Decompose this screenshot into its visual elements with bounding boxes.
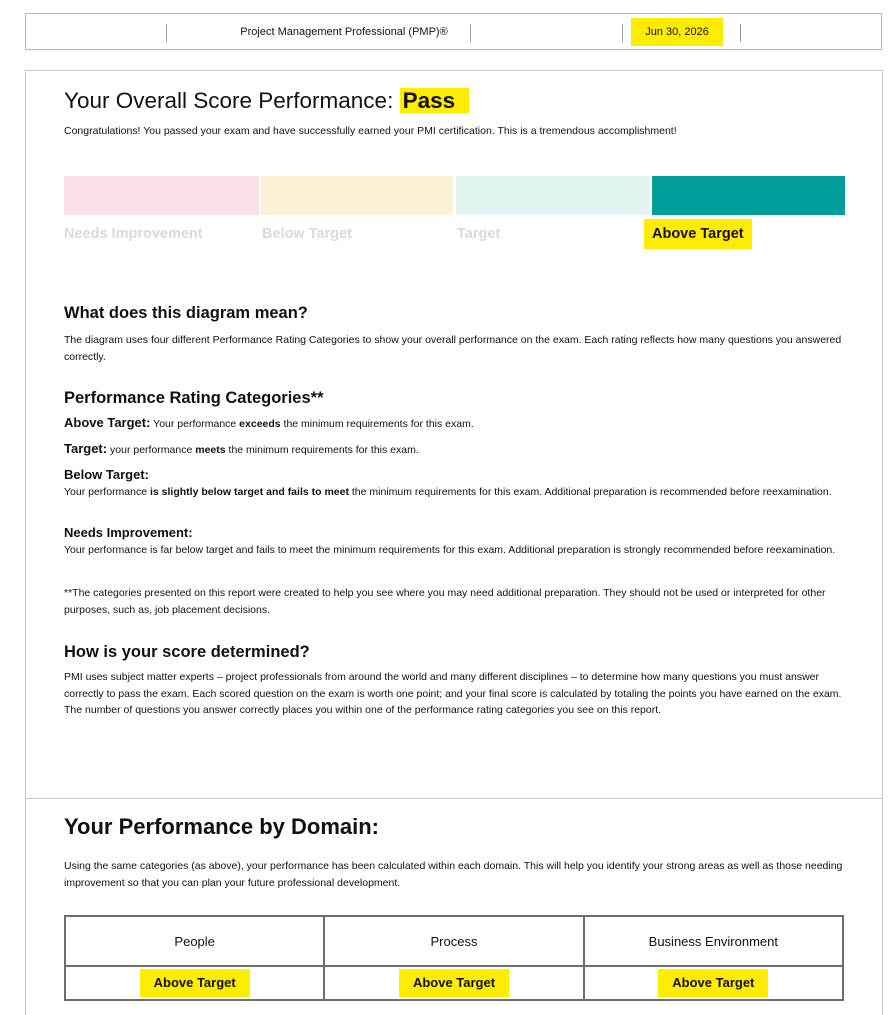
rating-label-below-target: Below Target	[262, 226, 352, 242]
overall-score-title	[64, 87, 469, 115]
rating-label-target: Target	[457, 226, 501, 242]
diagram-meaning-heading: What does this diagram mean?	[64, 304, 308, 322]
rating-segment-target	[456, 176, 650, 215]
header-separator	[470, 24, 471, 42]
score-determination-text: PMI uses subject matter experts – project professionals from around the world and many different disciplines – to determine how many questions you must answer correctly to pass the exam. Each scored question on the exam is worth one point; and your final score is calculated by totaling the points you have earned on the exam. The number of questions you answer correctly places you within one of the performance rating categories you see on this report.	[64, 671, 842, 716]
category-emphasis: exceeds	[239, 418, 281, 430]
domain-rating-process: Above Target	[399, 969, 509, 997]
category-description	[64, 484, 846, 501]
score-determination-heading: How is your score determined?	[64, 643, 310, 661]
header-separator	[166, 24, 167, 42]
rating-segment-needs-improvement	[64, 176, 259, 215]
category-text: the minimum requirements for this exam.	[225, 444, 419, 456]
overall-score-label: Your Overall Score Performance:	[64, 88, 394, 113]
overall-result: Pass	[400, 88, 470, 113]
categories-footnote: **The categories presented on this report were created to help you see where you may need additional preparation. They should not be used or interpreted for other purposes, such as, job placement decisions.	[64, 587, 826, 616]
header-separator	[622, 24, 623, 42]
diagram-meaning-text: The diagram uses four different Performance Rating Categories to show your overall performance on the exam. Each rating reflects how many questions you answered correctly.	[64, 334, 842, 363]
category-text: your performance	[110, 444, 196, 456]
rating-categories-heading: Performance Rating Categories**	[64, 389, 324, 407]
section-divider	[26, 798, 882, 799]
rating-label-needs-improvement: Needs Improvement	[64, 226, 203, 242]
rating-labels	[64, 219, 845, 251]
category-above-target	[64, 415, 846, 433]
domain-name-process: Process	[324, 916, 583, 966]
domain-rating-cell	[324, 966, 583, 1000]
exam-header-bar	[25, 13, 882, 50]
domain-rating-people: Above Target	[140, 969, 250, 997]
table-row	[65, 966, 843, 1000]
domain-rating-cell	[584, 966, 843, 1000]
score-report-panel	[25, 70, 883, 1015]
category-term: Needs Improvement:	[64, 525, 193, 540]
rating-segment-above-target	[652, 176, 845, 215]
domain-rating-business-environment: Above Target	[658, 969, 768, 997]
exam-name: Project Management Professional (PMP)®	[240, 26, 448, 38]
category-target	[64, 441, 846, 459]
domain-performance-table	[64, 915, 844, 1001]
category-text: Your performance	[64, 485, 150, 498]
domain-name-people: People	[65, 916, 324, 966]
category-emphasis: is slightly below target and fails to meet	[150, 485, 349, 498]
category-text: the minimum requirements for this exam.	[280, 418, 474, 430]
category-text: Your performance	[153, 418, 240, 430]
domain-rating-cell	[65, 966, 324, 1000]
category-below-target	[64, 467, 846, 500]
category-term: Below Target:	[64, 467, 149, 482]
rating-segment-below-target	[261, 176, 453, 215]
performance-rating-bar	[64, 176, 845, 215]
category-term: Above Target:	[64, 415, 151, 430]
category-term: Target:	[64, 441, 108, 456]
header-separator	[740, 24, 741, 42]
domain-name-business-environment: Business Environment	[584, 916, 843, 966]
category-needs-improvement	[64, 525, 846, 558]
rating-label-above-target: Above Target	[644, 219, 752, 249]
exam-date: Jun 30, 2026	[631, 18, 723, 46]
domain-performance-text: Using the same categories (as above), your performance has been calculated within each domain. This will help you identify your strong areas as well as those needing improvement so that you can plan your future professional development.	[64, 860, 843, 889]
domain-performance-heading: Your Performance by Domain:	[64, 814, 379, 839]
table-row	[65, 916, 843, 966]
category-description: Your performance is far below target and fails to meet the minimum requirements for this exam. Additional preparation is strongly recommended before reexamination.	[64, 543, 836, 556]
category-emphasis: meets	[195, 444, 226, 456]
category-text: the minimum requirements for this exam. Additional preparation is recommended before reexamination.	[348, 485, 832, 498]
congratulations-message: Congratulations! You passed your exam and have successfully earned your PMI certification. This is a tremendous accomplishment!	[64, 125, 677, 137]
